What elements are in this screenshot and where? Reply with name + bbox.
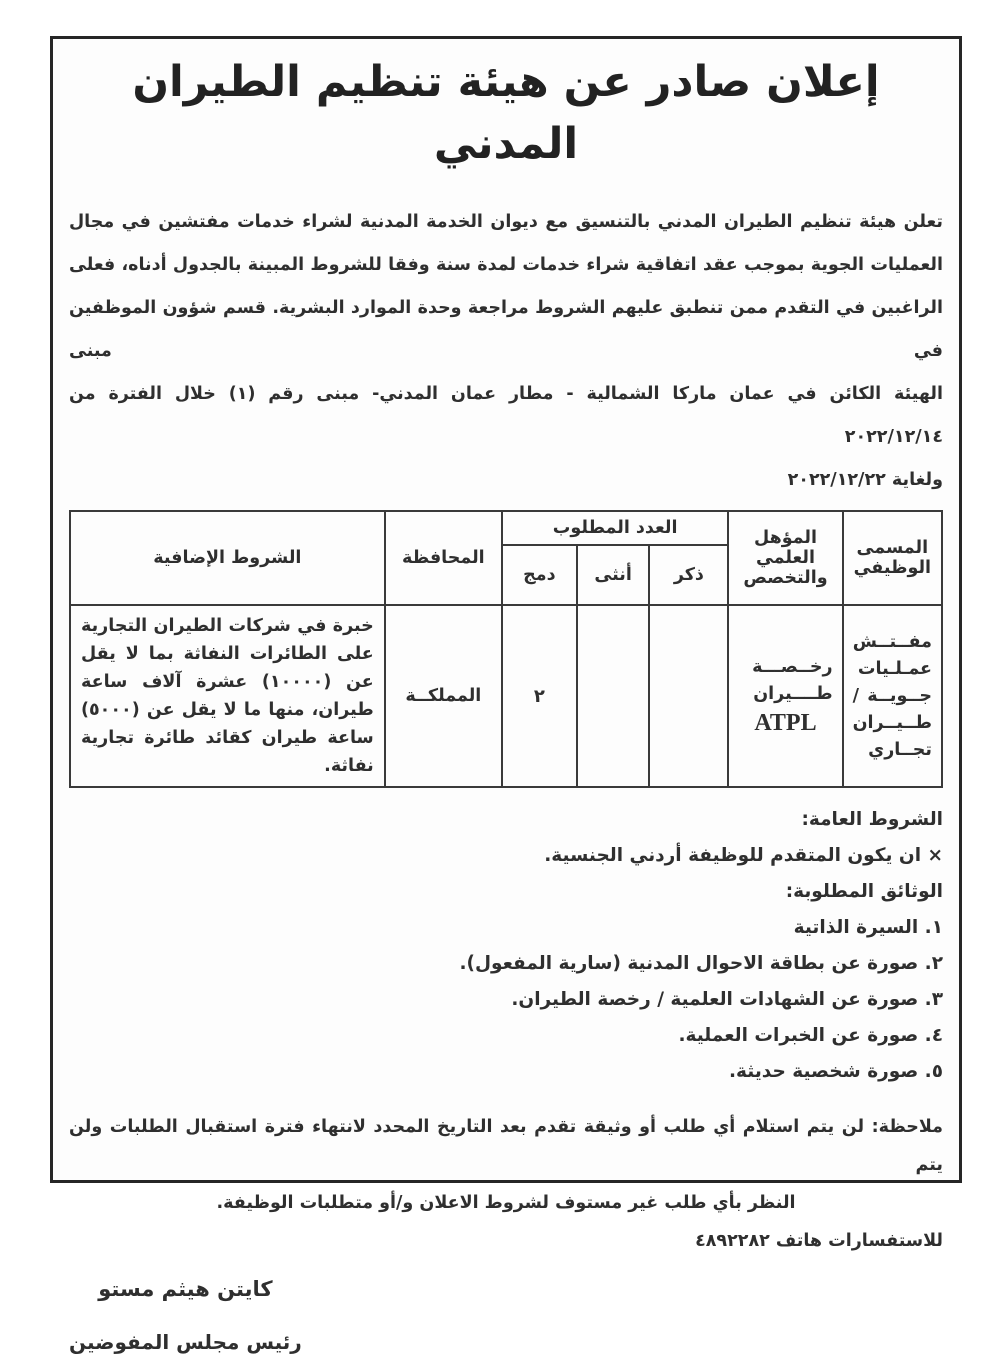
header-job-title: المسمى الوظيفي — [843, 511, 942, 605]
intro-line: تعلن هيئة تنظيم الطيران المدني بالتنسيق مع ديوان الخدمة المدنية لشراء خدمات مفتشين في مجال — [69, 212, 943, 232]
note-line: النظر بأي طلب غير مستوف لشروط الاعلان و/أو متطلبات الوظيفة. — [216, 1193, 796, 1213]
header-male: ذكر — [649, 545, 728, 605]
job-title-line: طــيــران — [852, 712, 932, 733]
document-item: ٣. صورة عن الشهادات العلمية / رخصة الطيران. — [511, 989, 943, 1010]
signature-block — [69, 1276, 308, 1355]
header-combined: دمج — [502, 545, 577, 605]
general-conditions-heading: الشروط العامة: — [801, 809, 943, 830]
cell-governorate: المملكــة — [385, 605, 502, 787]
header-governorate: المحافظة — [385, 511, 502, 605]
qualification-license: ATPL — [754, 710, 817, 736]
intro-line: العمليات الجوية بموجب عقد اتفاقية شراء خدمات لمدة سنة وفقا للشروط المبينة بالجدول أدناه، فعلى — [69, 255, 943, 275]
cell-job-title — [843, 605, 942, 787]
general-condition-item: × ان يكون المتقدم للوظيفة أردني الجنسية. — [544, 845, 943, 866]
announcement-frame — [50, 36, 962, 1354]
cell-combined-count: ٢ — [502, 605, 577, 787]
cell-male-count — [649, 605, 728, 787]
note-line: ملاحظة: لن يتم استلام أي طلب أو وثيقة تقدم بعد التاريخ المحدد لانتهاء فترة استقبال الطلبات ولن يتم — [69, 1117, 943, 1175]
cell-additional-conditions: خبرة في شركات الطيران التجارية على الطائرات النفاثة بما لا يقل عن (١٠٠٠٠) عشرة آلاف ساعة طيران، منها ما لا يقل عن (٥٠٠٠) ساعة طيران كقائد طائرة تجارية نفاثة. — [70, 605, 385, 787]
page-title: إعلان صادر عن هيئة تنظيم الطيران المدني — [132, 57, 880, 169]
job-title-line: تجــاري — [868, 739, 932, 760]
inquiries-phone: للاستفسارات هاتف ٤٨٩٢٢٨٢ — [695, 1231, 943, 1251]
header-qualification: المؤهل العلمي والتخصص — [728, 511, 842, 605]
header-additional-conditions: الشروط الإضافية — [70, 511, 385, 605]
intro-line: الراغبين في التقدم ممن تنطبق عليهم الشروط مراجعة وحدة الموارد البشرية. قسم شؤون الموظفين في مبنى — [69, 298, 943, 361]
table-row — [70, 605, 942, 787]
document-item: ٤. صورة عن الخبرات العملية. — [678, 1025, 943, 1046]
job-title-line: مفــتــش — [852, 631, 932, 652]
intro-paragraph — [69, 201, 943, 502]
job-title-line: عمـلـيات — [857, 658, 932, 679]
document-item: ١. السيرة الذاتية — [793, 917, 943, 938]
cell-qualification — [728, 605, 842, 787]
document-item: ٢. صورة عن بطاقة الاحوال المدنية (سارية المفعول). — [459, 953, 943, 974]
vacancies-table — [69, 510, 943, 788]
intro-line: ولغاية ٢٠٢٢/١٢/٢٢ — [787, 470, 943, 490]
conditions-section — [69, 810, 943, 1082]
note-section — [69, 1108, 943, 1260]
document-item: ٥. صورة شخصية حديثة. — [729, 1061, 943, 1082]
cell-female-count — [577, 605, 650, 787]
documents-heading: الوثائق المطلوبة: — [785, 881, 943, 902]
signatory-name: كايتن هيثم مستو — [98, 1277, 273, 1301]
header-required-count: العدد المطلوب — [502, 511, 728, 545]
qualification-line: رخــصـــة — [752, 657, 833, 677]
intro-line: الهيئة الكائن في عمان ماركا الشمالية - مطار عمان المدني- مبنى رقم (١) خلال الفترة من ٢٠٢٢/١٢/١٤ — [69, 384, 943, 447]
job-title-line: جــويــة / — [852, 685, 932, 706]
signatory-title: رئيس مجلس المفوضين — [69, 1330, 302, 1354]
qualification-line: طــــيران — [753, 684, 833, 704]
header-female: أنثى — [577, 545, 650, 605]
